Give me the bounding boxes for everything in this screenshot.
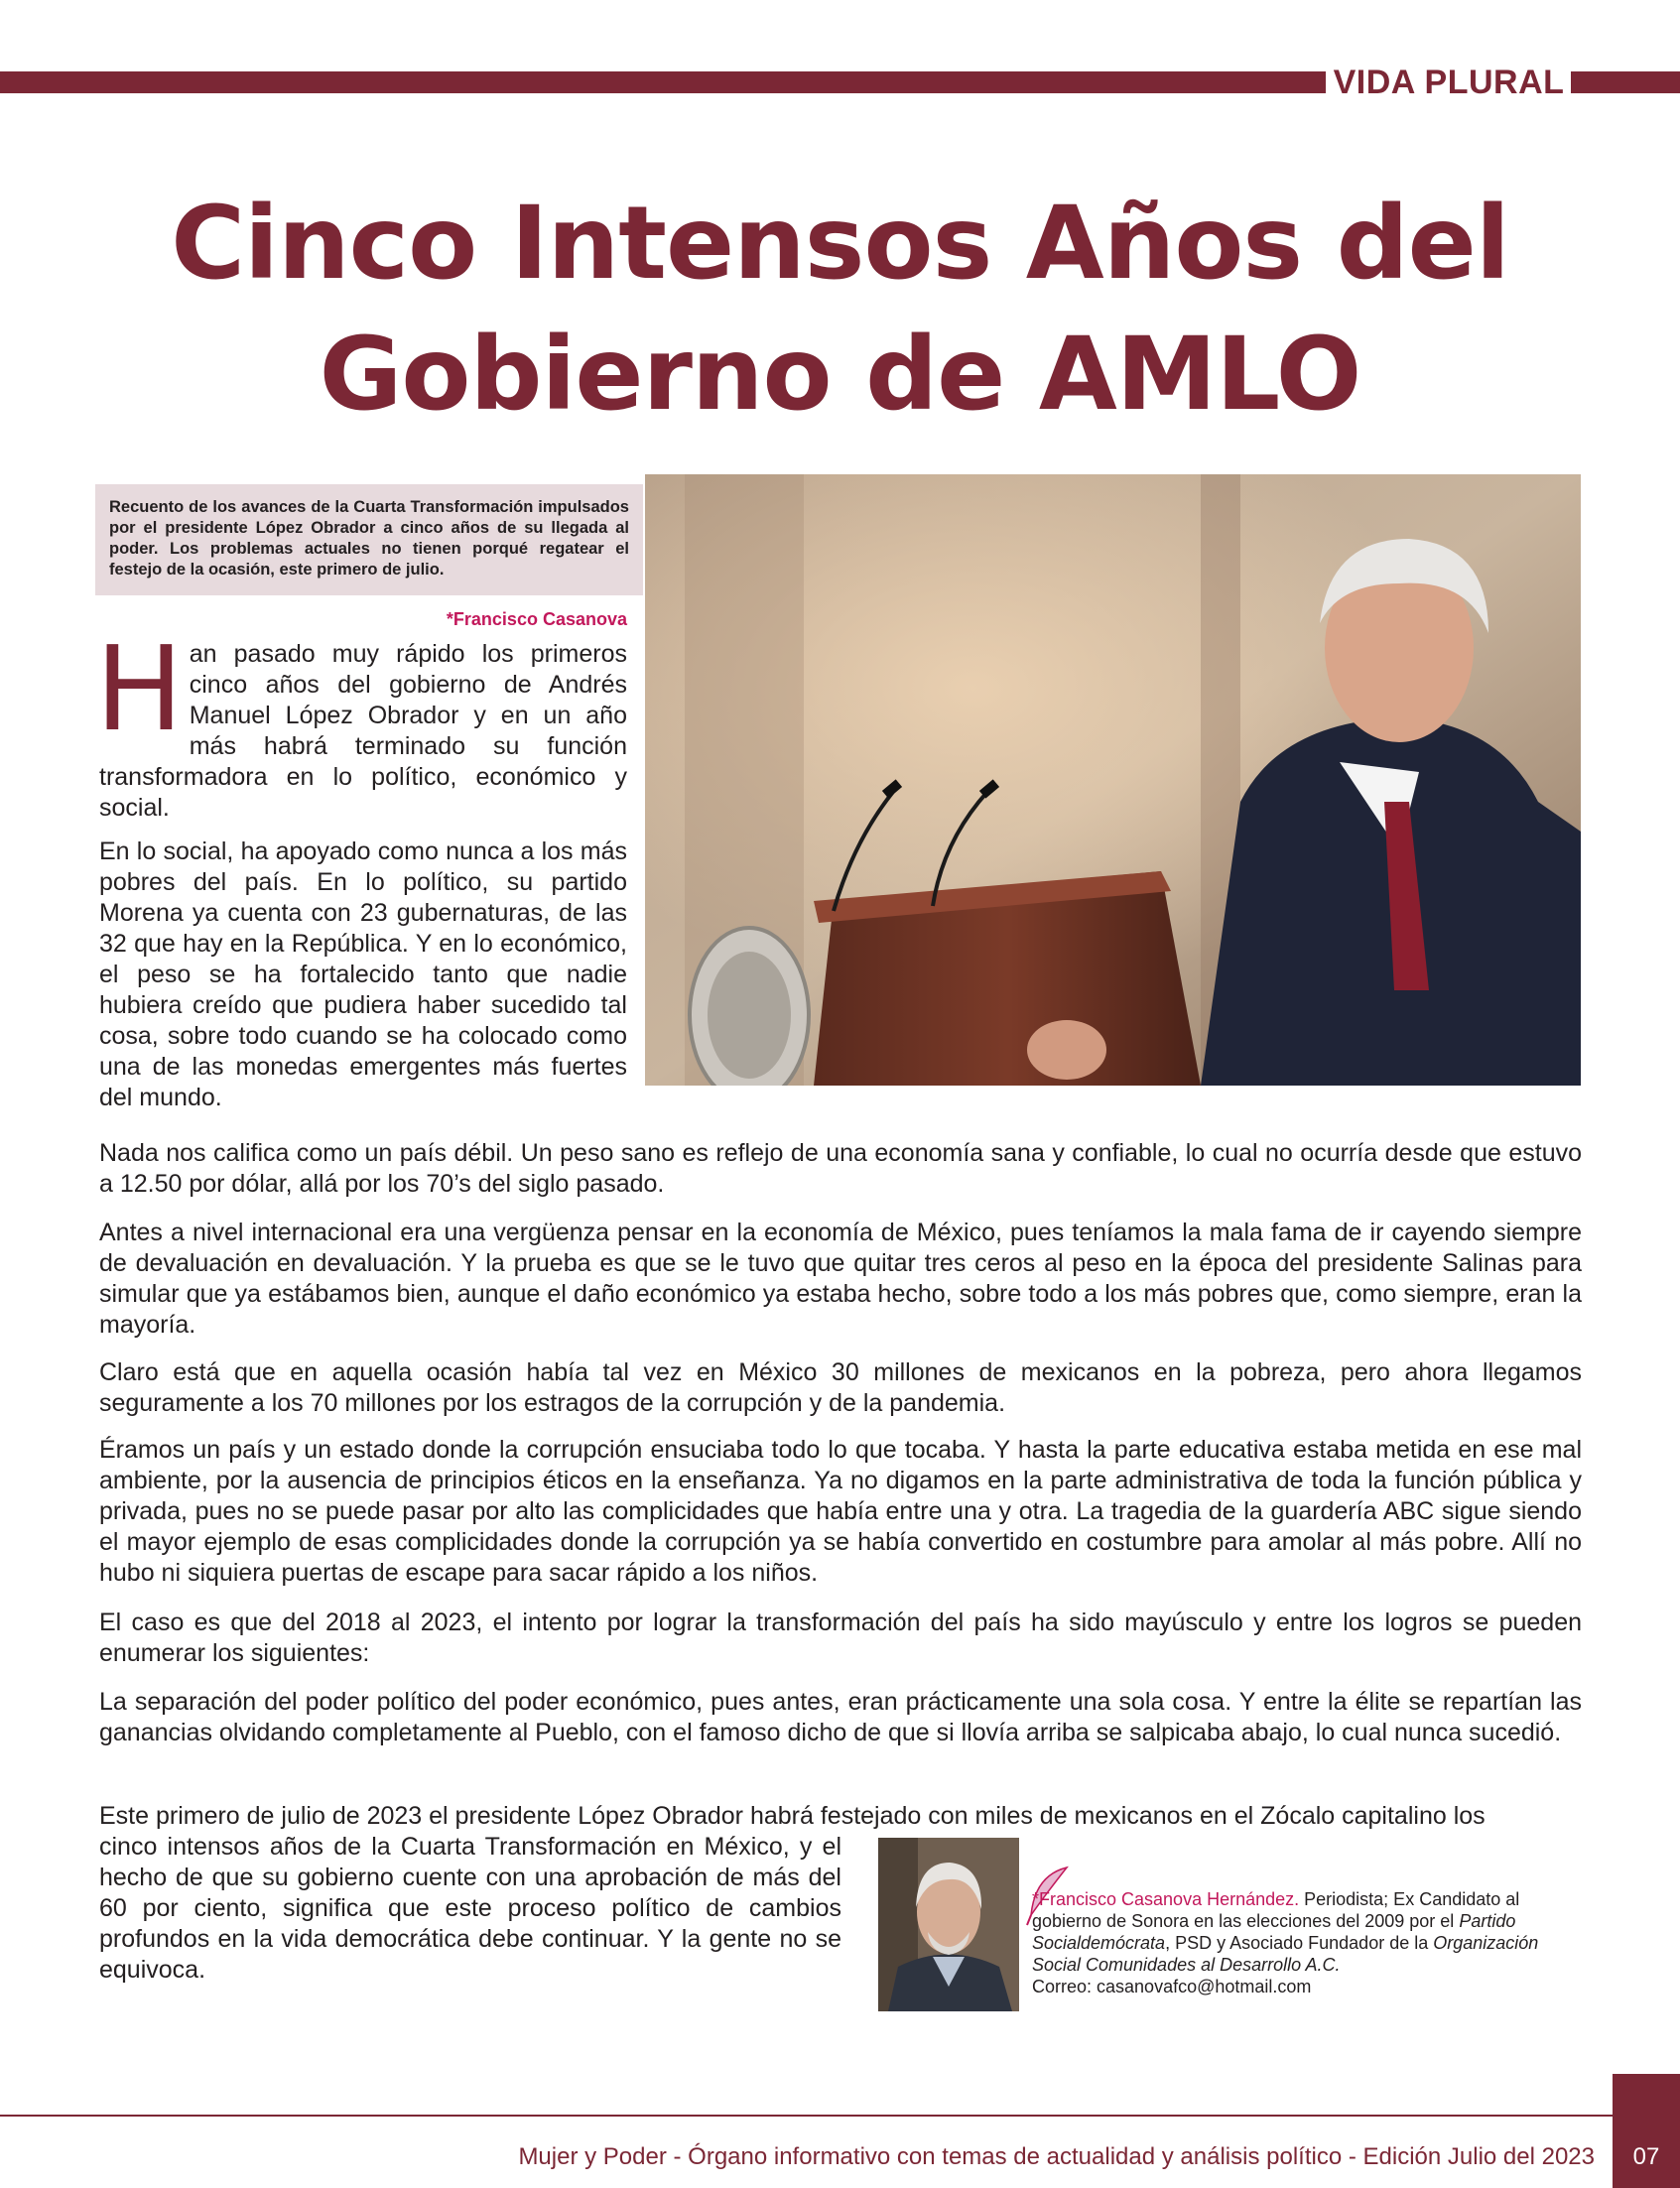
paragraph-7: El caso es que del 2018 al 2023, el intento por lograr la transformación del país ha sido mayúsculo y entre los logros se pueden enumerar los siguientes: <box>99 1609 1582 1667</box>
paragraph-9-rest: cinco intensos años de la Cuarta Transformación en México, y el hecho de que su gobierno cuente con una aprobación de más del 60 por ciento, significa que este proceso político de cambios profundos en la vida democrática debe continuar. Y la gente no se equivoca. <box>99 1833 841 1984</box>
paragraph-1 <box>95 620 627 824</box>
paragraph-5: Claro está que en aquella ocasión había tal vez en México 30 millones de mexicanos en la pobreza, pero ahora llegamos seguramente a los 70 millones por los estragos de la corrupción y de la pandemia. <box>99 1358 1582 1417</box>
section-label: VIDA PLURAL <box>1333 64 1565 101</box>
title-line-1: Cinco Intensos Años del <box>171 185 1509 303</box>
article-summary: Recuento de los avances de la Cuarta Transformación impulsados por el presidente López Obrador a cinco años de su llegada al poder. Los problemas actuales no tienen porqué regatear el festejo de la ocasión, este primero de julio. <box>95 484 643 595</box>
paragraph-4: Antes a nivel internacional era una vergüenza pensar en la economía de México, pues teníamos la mala fama de ir cayendo siempre de devaluación en devaluación. Y la prueba es que se le tuvo que quitar tres ceros al peso en la época del presidente Salinas para simular que ya estábamos bien, aunque el daño económico ya estaba hecho, sobre todo a los más pobres que, como siempre, eran la mayoría. <box>99 1219 1582 1339</box>
paragraph-1-text: an pasado muy rápido los primeros cinco años del gobierno de Andrés Manuel López Obrador y en un año más habrá terminado su función transformadora en lo político, económico y social. <box>99 640 627 822</box>
bio-text-1: Periodista; Ex Candidato al gobierno de Sonora en las elecciones del 2009 por el <box>1032 1889 1520 1931</box>
author-bio <box>1032 1888 1568 1997</box>
article-title <box>60 179 1620 441</box>
bio-text-2: , PSD y Asociado Fundador de la <box>1165 1933 1434 1953</box>
paragraph-8: La separación del poder político del poder económico, pues antes, eran prácticamente una sola cosa. Y entre la élite se repartían las ganancias olvidando completamente al Pueblo, con el famoso dicho de que si llovía arriba se salpicaba abajo, lo cual nunca sucedió. <box>99 1688 1582 1746</box>
footer-rule <box>0 2115 1613 2117</box>
paragraph-9-line-1: Este primero de julio de 2023 el presidente López Obrador habrá festejado con miles de mexicanos en el Zócalo capitalino los <box>99 1802 1486 1830</box>
bio-party: Partido Socialdemócrata <box>1032 1911 1516 1953</box>
author-portrait <box>878 1838 1019 2011</box>
header-rule-left <box>0 71 1326 93</box>
podium-illustration <box>645 474 1581 1086</box>
header-rule-right <box>1571 71 1680 93</box>
bio-name: *Francisco Casanova Hernández. <box>1032 1889 1300 1909</box>
paragraph-6: Éramos un país y un estado donde la corrupción ensuciaba todo lo que tocaba. Y hasta la parte educativa estaba metida en ese mal ambiente, por la ausencia de principios éticos en la enseñanza. Ya no digamos en la parte administrativa de toda la función pública y privada, pues no se puede pasar por alto las complicidades que había entre una y otra. La tragedia de la guardería ABC sigue siendo el mayor ejemplo de esas complicidades donde la corrupción ya se había convertido en costumbre para amolar al más pobre. Allí no hubo ni siquiera puertas de escape para sacar rápido a los niños. <box>99 1436 1582 1587</box>
president-podium-photo <box>645 474 1581 1086</box>
bio-email: Correo: casanovafco@hotmail.com <box>1032 1977 1312 1996</box>
paragraph-2: En lo social, ha apoyado como nunca a los más pobres del país. En lo político, su partido Morena ya cuenta con 23 gubernaturas, de las 32 que hay en la República. Y en lo económico, el peso se ha fortalecido tanto que nadie hubiera creído que pudiera haber sucedido tal cosa, sobre todo cuando se ha colocado como una de las monedas emergentes más fuertes del mundo. <box>99 837 627 1111</box>
footer-text: Mujer y Poder - Órgano informativo con temas de actualidad y análisis político - Edición Julio del 2023 <box>518 2143 1595 2170</box>
title-line-2: Gobierno de AMLO <box>319 316 1361 434</box>
bio-organization: Organización Social Comunidades al Desarrollo A.C. <box>1032 1933 1539 1975</box>
drop-cap: H <box>95 620 184 757</box>
paragraph-3: Nada nos califica como un país débil. Un peso sano es reflejo de una economía sana y confiable, lo cual no ocurría desde que estuvo a 12.50 por dólar, allá por los 70’s del siglo pasado. <box>99 1139 1582 1198</box>
byline: *Francisco Casanova <box>446 609 627 629</box>
page-number: 07 <box>1632 2143 1660 2170</box>
author-photo <box>878 1838 1019 2011</box>
